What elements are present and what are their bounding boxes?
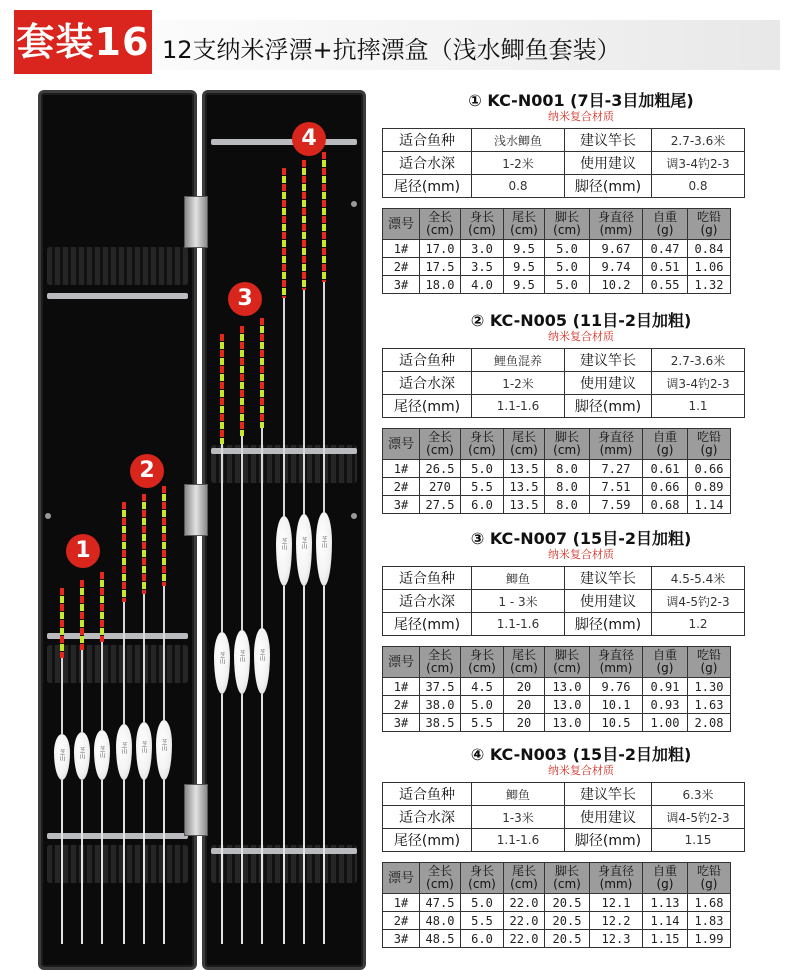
spec-cell: 13.5 [504, 460, 545, 478]
spec-cell: 1.14 [643, 912, 688, 930]
column-header: 漂号 [383, 429, 420, 460]
spec-cell: 6.0 [461, 930, 504, 948]
spec-cell: 5.0 [461, 894, 504, 912]
spec-cell: 0.93 [643, 696, 688, 714]
material-note: 纳米复合材质 [548, 764, 614, 777]
info-label: 使用建议 [565, 372, 652, 395]
info-label: 尾径(mm) [383, 175, 472, 198]
spec-cell: 0.89 [688, 478, 731, 496]
info-label: 适合水深 [383, 806, 472, 829]
spec-cell: 270 [420, 478, 461, 496]
spec-cell: 3.0 [461, 240, 504, 258]
column-header: 尾长 (cm) [504, 647, 545, 678]
spec-table-header [383, 647, 731, 678]
spec-row [383, 478, 731, 496]
product-photo [30, 84, 372, 970]
float-stem [261, 428, 263, 628]
info-label: 适合鱼种 [383, 349, 472, 372]
float-foot [123, 780, 125, 944]
info-value: 1.1-1.6 [472, 829, 565, 852]
spec-cell: 4.5 [461, 678, 504, 696]
info-row [383, 567, 745, 590]
info-label: 尾径(mm) [383, 395, 472, 418]
column-header: 全长 (cm) [420, 209, 461, 240]
info-row [383, 395, 745, 418]
float-tip [322, 152, 326, 282]
spec-cell: 48.5 [420, 930, 461, 948]
float-marking: 芝山 [300, 537, 307, 549]
float-foot [143, 780, 145, 944]
column-header: 身长 (cm) [461, 209, 504, 240]
float-foot [61, 780, 63, 944]
info-label: 适合鱼种 [383, 783, 472, 806]
float-tip [302, 160, 306, 290]
hinge [184, 484, 208, 536]
spec-cell: 22.0 [504, 912, 545, 930]
float-foot [323, 586, 325, 944]
spec-cell: 37.5 [420, 678, 461, 696]
float-stem [283, 298, 285, 516]
info-table [382, 128, 745, 198]
float-marking: 芝山 [258, 649, 265, 661]
spec-cell: 3.5 [461, 258, 504, 276]
spec-cell: 10.2 [590, 276, 643, 294]
float-tip [282, 168, 286, 298]
hinge [184, 784, 208, 836]
info-label: 适合水深 [383, 372, 472, 395]
column-header: 身直径 (mm) [590, 209, 643, 240]
float-tip [240, 326, 244, 436]
info-value: 调3-4钓2-3 [652, 372, 745, 395]
info-value: 1.1-1.6 [472, 395, 565, 418]
spec-cell: 0.68 [643, 496, 688, 514]
spec-cell: 5.0 [461, 696, 504, 714]
spec-cell: 5.0 [461, 460, 504, 478]
info-value: 1.1 [652, 395, 745, 418]
info-label: 脚径(mm) [565, 829, 652, 852]
hinge [184, 196, 208, 248]
column-header: 自重 (g) [643, 429, 688, 460]
spec-cell: 1.68 [688, 894, 731, 912]
float-stem [241, 436, 243, 630]
column-header: 吃铅 (g) [688, 209, 731, 240]
float-stem [303, 290, 305, 514]
info-value: 浅水鲫鱼 [472, 129, 565, 152]
spec-cell: 10.5 [590, 714, 643, 732]
column-header: 全长 (cm) [420, 863, 461, 894]
spec-cell: 0.51 [643, 258, 688, 276]
info-label: 使用建议 [565, 806, 652, 829]
spec-table-header [383, 209, 731, 240]
float-stem [61, 658, 63, 734]
float-stem [101, 642, 103, 730]
float-group-label-2: 2 [130, 454, 164, 488]
float-group-label-4: 4 [292, 122, 326, 156]
spec-cell: 0.47 [643, 240, 688, 258]
section-heading: ④ KC-N003 (15目-2目加粗) [470, 745, 692, 764]
spec-cell: 22.0 [504, 930, 545, 948]
info-value: 0.8 [472, 175, 565, 198]
column-header: 身直径 (mm) [590, 429, 643, 460]
spec-cell: 9.5 [504, 258, 545, 276]
float-marking: 芝山 [140, 741, 147, 753]
column-header: 自重 (g) [643, 863, 688, 894]
spec-cell: 8.0 [545, 496, 590, 514]
spec-row [383, 276, 731, 294]
info-value: 1.2 [652, 613, 745, 636]
info-row [383, 175, 745, 198]
column-header: 自重 (g) [643, 647, 688, 678]
spec-cell: 9.74 [590, 258, 643, 276]
spec-row [383, 912, 731, 930]
spec-cell: 10.1 [590, 696, 643, 714]
spec-cell: 7.51 [590, 478, 643, 496]
float-foot [101, 780, 103, 944]
spec-cell: 47.5 [420, 894, 461, 912]
info-label: 使用建议 [565, 152, 652, 175]
spec-cell: 3# [383, 714, 420, 732]
info-table [382, 782, 745, 852]
info-table [382, 348, 745, 418]
info-row [383, 372, 745, 395]
spec-cell: 20.5 [545, 894, 590, 912]
info-value: 1-2米 [472, 152, 565, 175]
column-header: 身长 (cm) [461, 429, 504, 460]
info-label: 脚径(mm) [565, 395, 652, 418]
float-tip [80, 580, 84, 650]
spec-row [383, 240, 731, 258]
info-row [383, 613, 745, 636]
float-foot [221, 694, 223, 944]
spec-table [382, 208, 731, 294]
float-marking: 芝山 [238, 650, 245, 662]
spec-cell: 1# [383, 678, 420, 696]
column-header: 脚长 (cm) [545, 863, 590, 894]
float-tip [60, 588, 64, 658]
float-stem [323, 282, 325, 512]
spec-cell: 1.14 [688, 496, 731, 514]
screw [45, 513, 51, 519]
section-heading: ① KC-N001 (7目-3目加粗尾) [468, 91, 694, 110]
info-label: 适合鱼种 [383, 567, 472, 590]
info-label: 建议竿长 [565, 567, 652, 590]
float-foot [241, 694, 243, 944]
column-header: 自重 (g) [643, 209, 688, 240]
spec-table-header [383, 863, 731, 894]
spec-cell: 3# [383, 276, 420, 294]
float-marking: 芝山 [160, 739, 167, 751]
float-marking: 芝山 [280, 538, 287, 550]
spec-cell: 2# [383, 478, 420, 496]
float-stem [123, 602, 125, 724]
info-label: 适合鱼种 [383, 129, 472, 152]
info-value: 1.1-1.6 [472, 613, 565, 636]
column-header: 身长 (cm) [461, 863, 504, 894]
column-header: 漂号 [383, 209, 420, 240]
rail [211, 139, 357, 145]
column-header: 身直径 (mm) [590, 647, 643, 678]
section-heading: ② KC-N005 (11目-2目加粗) [470, 311, 692, 330]
spec-cell: 20.5 [545, 930, 590, 948]
spec-row [383, 714, 731, 732]
column-header: 脚长 (cm) [545, 429, 590, 460]
spec-cell: 38.5 [420, 714, 461, 732]
spec-cell: 5.5 [461, 912, 504, 930]
spec-table-header [383, 429, 731, 460]
float-stem [221, 444, 223, 632]
rail [47, 293, 188, 299]
spec-cell: 2# [383, 912, 420, 930]
info-value: 1-3米 [472, 806, 565, 829]
spec-cell: 1.83 [688, 912, 731, 930]
float-group-label-3: 3 [228, 282, 262, 316]
spec-cell: 20.5 [545, 912, 590, 930]
section-heading: ③ KC-N007 (15目-2目加粗) [470, 529, 692, 548]
info-value: 鲫鱼 [472, 567, 565, 590]
float-marking: 芝山 [320, 536, 327, 548]
info-row [383, 152, 745, 175]
column-header: 尾长 (cm) [504, 209, 545, 240]
spec-cell: 0.91 [643, 678, 688, 696]
column-header: 漂号 [383, 863, 420, 894]
spec-table [382, 646, 731, 732]
spec-cell: 8.0 [545, 460, 590, 478]
header-banner [0, 0, 790, 82]
spec-cell: 0.66 [643, 478, 688, 496]
float-stem [143, 594, 145, 722]
float-tip [100, 572, 104, 642]
column-header: 尾长 (cm) [504, 863, 545, 894]
info-value: 6.3米 [652, 783, 745, 806]
spec-table [382, 862, 731, 948]
info-label: 适合水深 [383, 590, 472, 613]
spec-cell: 17.5 [420, 258, 461, 276]
spec-cell: 9.67 [590, 240, 643, 258]
spec-cell: 1.32 [688, 276, 731, 294]
spec-cell: 1.63 [688, 696, 731, 714]
info-value: 0.8 [652, 175, 745, 198]
spec-cell: 27.5 [420, 496, 461, 514]
float-foot [303, 586, 305, 944]
info-value: 1-2米 [472, 372, 565, 395]
info-label: 尾径(mm) [383, 829, 472, 852]
spec-cell: 20 [504, 678, 545, 696]
spec-cell: 12.3 [590, 930, 643, 948]
float-foot [261, 694, 263, 944]
spec-cell: 22.0 [504, 894, 545, 912]
spec-cell: 20 [504, 714, 545, 732]
spec-cell: 9.5 [504, 240, 545, 258]
spec-cell: 1# [383, 894, 420, 912]
column-header: 吃铅 (g) [688, 863, 731, 894]
spec-cell: 1# [383, 460, 420, 478]
info-label: 建议竿长 [565, 783, 652, 806]
spec-cell: 1.99 [688, 930, 731, 948]
spec-row [383, 258, 731, 276]
spec-cell: 3# [383, 930, 420, 948]
info-value: 调4-5钓2-3 [652, 806, 745, 829]
info-table [382, 566, 745, 636]
column-header: 吃铅 (g) [688, 647, 731, 678]
spec-cell: 13.0 [545, 714, 590, 732]
screw [351, 201, 357, 207]
info-value: 鲤鱼混养 [472, 349, 565, 372]
float-marking: 芝山 [218, 652, 225, 664]
float-tip [260, 318, 264, 428]
spec-cell: 1.06 [688, 258, 731, 276]
foam-strip [47, 645, 188, 683]
float-marking: 芝山 [78, 747, 85, 759]
info-value: 2.7-3.6米 [652, 349, 745, 372]
spec-cell: 1.15 [643, 930, 688, 948]
spec-cell: 5.0 [545, 240, 590, 258]
foam-strip [47, 247, 188, 285]
spec-cell: 6.0 [461, 496, 504, 514]
float-foot [81, 780, 83, 944]
spec-cell: 1.30 [688, 678, 731, 696]
column-header: 全长 (cm) [420, 647, 461, 678]
info-value: 1 - 3米 [472, 590, 565, 613]
float-marking: 芝山 [120, 742, 127, 754]
spec-cell: 2# [383, 696, 420, 714]
info-row [383, 590, 745, 613]
info-value: 1.15 [652, 829, 745, 852]
float-tip [162, 486, 166, 586]
spec-row [383, 678, 731, 696]
column-header: 身直径 (mm) [590, 863, 643, 894]
float-group-label-1: 1 [66, 534, 100, 568]
float-foot [283, 586, 285, 944]
spec-cell: 9.76 [590, 678, 643, 696]
float-marking: 芝山 [58, 749, 65, 761]
material-note: 纳米复合材质 [548, 548, 614, 561]
info-value: 调4-5钓2-3 [652, 590, 745, 613]
info-label: 尾径(mm) [383, 613, 472, 636]
spec-cell: 48.0 [420, 912, 461, 930]
spec-cell: 5.0 [545, 258, 590, 276]
spec-cell: 13.5 [504, 478, 545, 496]
screw [351, 513, 357, 519]
spec-cell: 2# [383, 258, 420, 276]
spec-row [383, 460, 731, 478]
info-label: 适合水深 [383, 152, 472, 175]
spec-row [383, 496, 731, 514]
spec-cell: 20 [504, 696, 545, 714]
rail [47, 833, 188, 839]
spec-cell: 17.0 [420, 240, 461, 258]
info-value: 鲫鱼 [472, 783, 565, 806]
column-header: 身长 (cm) [461, 647, 504, 678]
material-note: 纳米复合材质 [548, 110, 614, 123]
info-label: 使用建议 [565, 590, 652, 613]
spec-cell: 1.13 [643, 894, 688, 912]
spec-cell: 13.0 [545, 696, 590, 714]
info-row [383, 129, 745, 152]
float-marking: 芝山 [98, 746, 105, 758]
column-header: 尾长 (cm) [504, 429, 545, 460]
spec-cell: 0.55 [643, 276, 688, 294]
info-row [383, 349, 745, 372]
material-note: 纳米复合材质 [548, 330, 614, 343]
float-tip [220, 334, 224, 444]
float-stem [81, 650, 83, 732]
spec-cell: 0.61 [643, 460, 688, 478]
rail [47, 633, 188, 639]
spec-cell: 0.66 [688, 460, 731, 478]
set-badge: 套装16 [14, 10, 152, 74]
info-row [383, 829, 745, 852]
column-header: 漂号 [383, 647, 420, 678]
spec-cell: 7.27 [590, 460, 643, 478]
column-header: 全长 (cm) [420, 429, 461, 460]
float-tip [122, 502, 126, 602]
spec-cell: 12.1 [590, 894, 643, 912]
spec-cell: 13.5 [504, 496, 545, 514]
info-label: 脚径(mm) [565, 613, 652, 636]
spec-cell: 7.59 [590, 496, 643, 514]
spec-cell: 1# [383, 240, 420, 258]
spec-cell: 8.0 [545, 478, 590, 496]
info-value: 4.5-5.4米 [652, 567, 745, 590]
spec-cell: 13.0 [545, 678, 590, 696]
info-label: 建议竿长 [565, 129, 652, 152]
info-value: 调3-4钓2-3 [652, 152, 745, 175]
spec-cell: 5.5 [461, 714, 504, 732]
column-header: 脚长 (cm) [545, 647, 590, 678]
column-header: 脚长 (cm) [545, 209, 590, 240]
spec-cell: 4.0 [461, 276, 504, 294]
spec-cell: 2.08 [688, 714, 731, 732]
spec-cell: 3# [383, 496, 420, 514]
column-header: 吃铅 (g) [688, 429, 731, 460]
info-row [383, 783, 745, 806]
spec-cell: 26.5 [420, 460, 461, 478]
info-label: 建议竿长 [565, 349, 652, 372]
spec-row [383, 930, 731, 948]
spec-row [383, 696, 731, 714]
spec-cell: 12.2 [590, 912, 643, 930]
page-title: 12支纳米浮漂+抗摔漂盒（浅水鲫鱼套装） [162, 36, 621, 64]
spec-cell: 38.0 [420, 696, 461, 714]
spec-cell: 9.5 [504, 276, 545, 294]
spec-row [383, 894, 731, 912]
float-tip [142, 494, 146, 594]
float-foot [163, 780, 165, 944]
spec-cell: 5.0 [545, 276, 590, 294]
float-stem [163, 586, 165, 720]
info-label: 脚径(mm) [565, 175, 652, 198]
spec-table [382, 428, 731, 514]
info-row [383, 806, 745, 829]
spec-cell: 18.0 [420, 276, 461, 294]
spec-cell: 1.00 [643, 714, 688, 732]
foam-strip [47, 845, 188, 883]
spec-cell: 5.5 [461, 478, 504, 496]
info-value: 2.7-3.6米 [652, 129, 745, 152]
spec-cell: 0.84 [688, 240, 731, 258]
